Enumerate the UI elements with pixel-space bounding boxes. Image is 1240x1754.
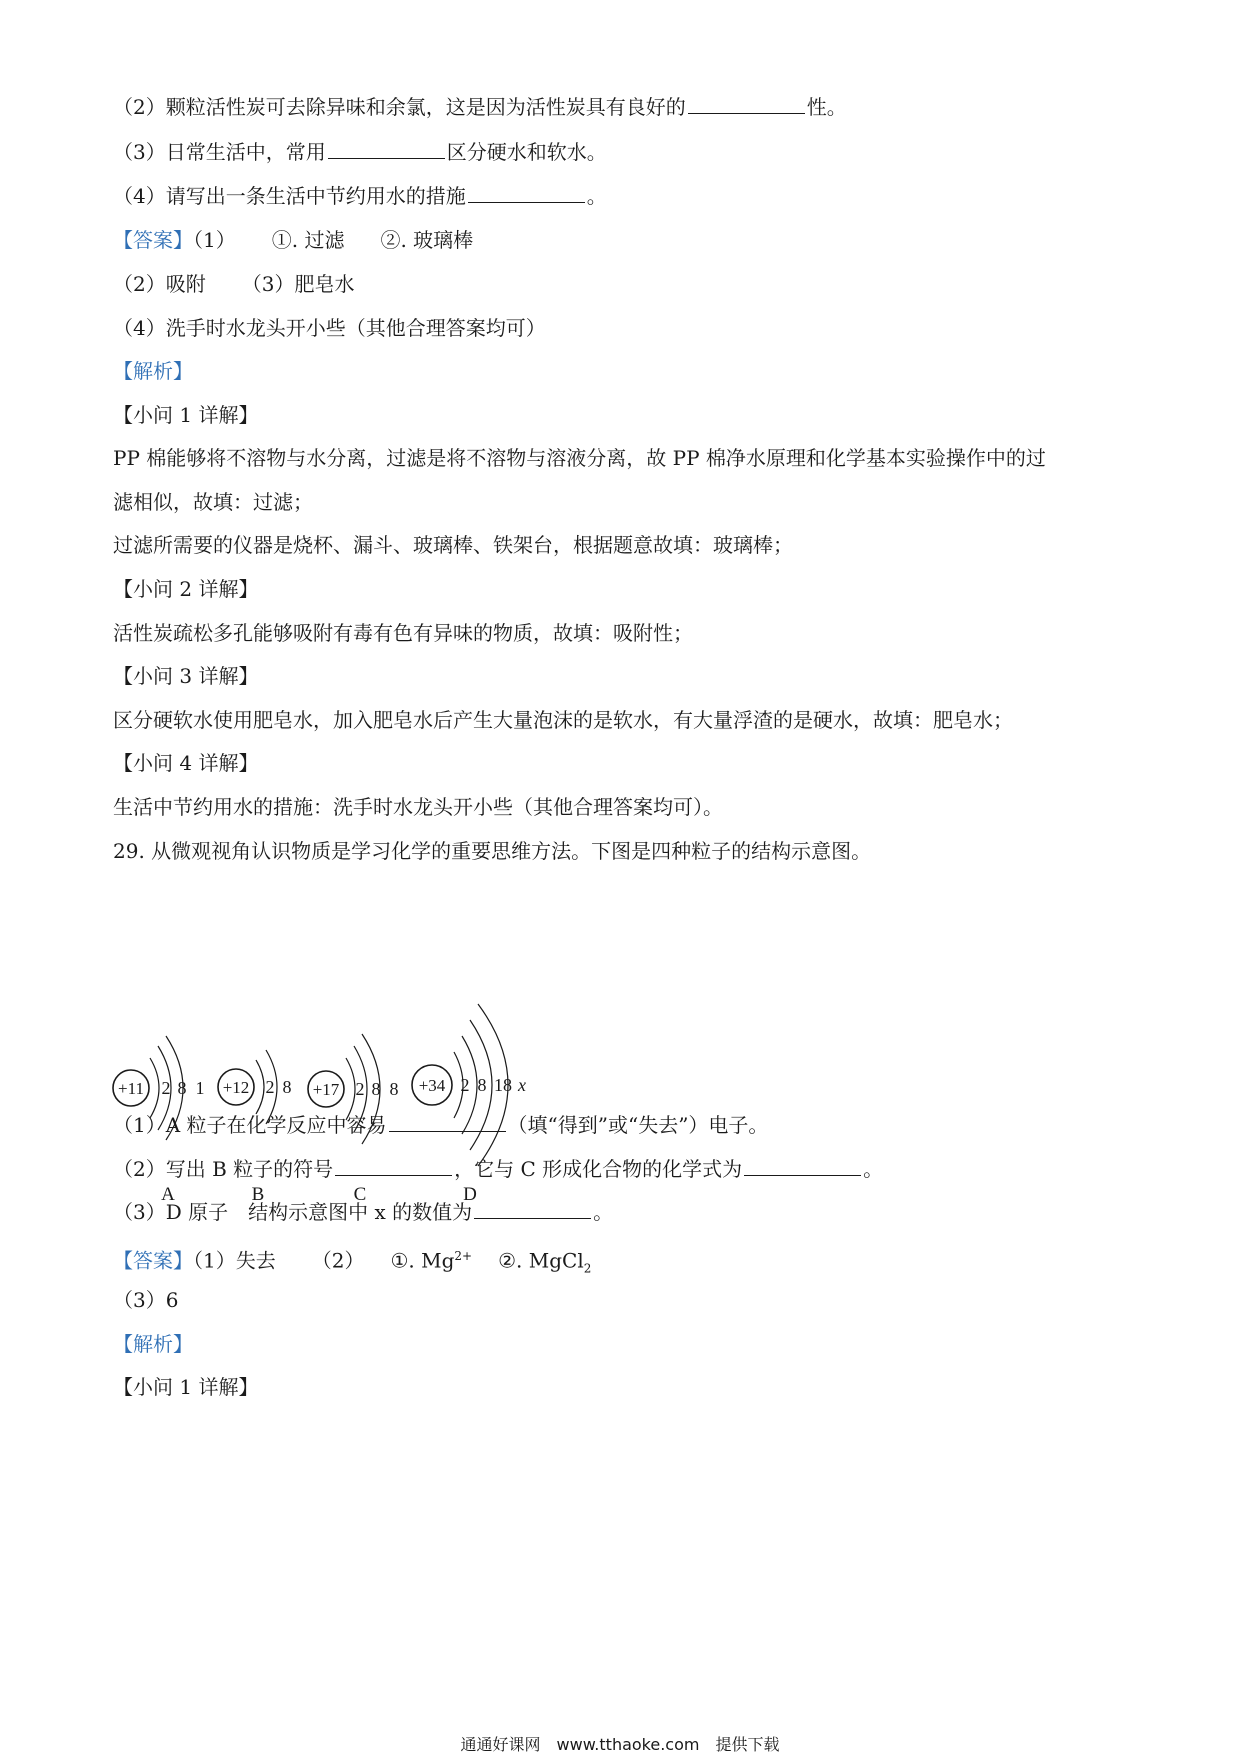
nucleus-charge: +17 xyxy=(312,1080,340,1099)
particle-label: B xyxy=(251,1184,265,1205)
particle-label: D xyxy=(463,1184,477,1205)
shell-electrons: 2 xyxy=(265,1077,275,1097)
detail-heading: 【小问 3 详解】 xyxy=(113,664,259,688)
detail-heading: 【小问 4 详解】 xyxy=(113,751,259,775)
detail-text: PP 棉能够将不溶物与水分离，过滤是将不溶物与溶液分离，故 PP 棉净水原理和化学基本实验操作中的过 xyxy=(113,446,1046,470)
q28-answer-line2: （2）吸附 （3）肥皂水 xyxy=(113,272,355,296)
detail-heading: 【小问 2 详解】 xyxy=(113,577,259,601)
shell-electrons: 2 xyxy=(355,1079,365,1099)
detail-text: 活性炭疏松多孔能够吸附有毒有色有异味的物质，故填：吸附性； xyxy=(113,621,693,645)
answer-tag: 【答案】 xyxy=(113,1248,193,1273)
q29-sub3: （3）D 原子 结构示意图中 x 的数值为 。 xyxy=(113,1200,614,1224)
atomic-structure-diagram xyxy=(110,990,630,1220)
shell-electrons: 8 xyxy=(177,1078,187,1098)
q29-sub1: （1）A 粒子在化学反应中容易 （填“得到”或“失去”）电子。 xyxy=(113,1113,769,1137)
answer-tag: 【答案】 xyxy=(113,228,193,252)
detail-text: 滤相似，故填：过滤； xyxy=(113,490,313,514)
answer-blank xyxy=(688,93,805,114)
shell-electrons: 2 xyxy=(161,1078,171,1098)
q28-answer-line1: 【答案】（1） ①. 过滤 ②. 玻璃棒 xyxy=(113,228,474,252)
q29-stem: 29. 从微观视角认识物质是学习化学的重要思维方法。下图是四种粒子的结构示意图。 xyxy=(113,839,872,863)
particle-label: A xyxy=(161,1184,175,1205)
shell-electrons: 8 xyxy=(389,1079,399,1099)
q28-sub3: （3）日常生活中，常用 区分硬水和软水。 xyxy=(113,140,607,164)
detail-heading: 【小问 1 详解】 xyxy=(113,403,259,427)
answer-blank xyxy=(744,1155,861,1176)
shell-electrons: 8 xyxy=(282,1077,292,1097)
shell-electrons: 8 xyxy=(477,1075,487,1095)
q29-answer-line1: 【答案】（1）失去 （2） ①. $Mg^{2+}$ ②. MgCl$_2$ xyxy=(113,1248,592,1276)
analysis-tag: 【解析】 xyxy=(113,1332,193,1356)
answer-blank xyxy=(468,182,585,203)
nucleus-charge: +11 xyxy=(118,1079,144,1098)
q28-answer-line3: （4）洗手时水龙头开小些（其他合理答案均可） xyxy=(113,316,546,340)
shell-electrons: 18 xyxy=(494,1075,512,1095)
detail-text: 过滤所需要的仪器是烧杯、漏斗、玻璃棒、铁架台，根据题意故填：玻璃棒； xyxy=(113,533,793,557)
shell-electrons: 8 xyxy=(371,1079,381,1099)
answer-blank xyxy=(328,138,445,159)
shell-electrons: 2 xyxy=(460,1075,470,1095)
shell-electrons: 1 xyxy=(195,1078,205,1098)
nucleus-charge: +34 xyxy=(418,1076,446,1095)
answer-blank xyxy=(335,1155,452,1176)
detail-text: 区分硬软水使用肥皂水，加入肥皂水后产生大量泡沫的是软水，有大量浮渣的是硬水，故填：肥皂水； xyxy=(113,708,1013,732)
shell-electrons: x xyxy=(518,1075,526,1095)
q28-sub2: （2）颗粒活性炭可去除异味和余氯，这是因为活性炭具有良好的 性。 xyxy=(113,95,847,119)
answer-blank xyxy=(389,1111,506,1132)
answer-blank xyxy=(474,1198,591,1219)
q29-answer-line2: （3）6 xyxy=(113,1288,179,1312)
q28-sub4: （4）请写出一条生活中节约用水的措施 。 xyxy=(113,184,607,208)
q29-sub2: （2）写出 B 粒子的符号 ，它与 C 形成化合物的化学式为 。 xyxy=(113,1157,884,1181)
analysis-tag: 【解析】 xyxy=(113,359,193,383)
nucleus-charge: +12 xyxy=(222,1078,250,1097)
page-footer: 通通好课网 www.tthaoke.com 提供下载 xyxy=(460,1735,780,1754)
particle-label: C xyxy=(353,1184,367,1205)
detail-heading: 【小问 1 详解】 xyxy=(113,1375,259,1399)
detail-text: 生活中节约用水的措施：洗手时水龙头开小些（其他合理答案均可）。 xyxy=(113,795,723,819)
